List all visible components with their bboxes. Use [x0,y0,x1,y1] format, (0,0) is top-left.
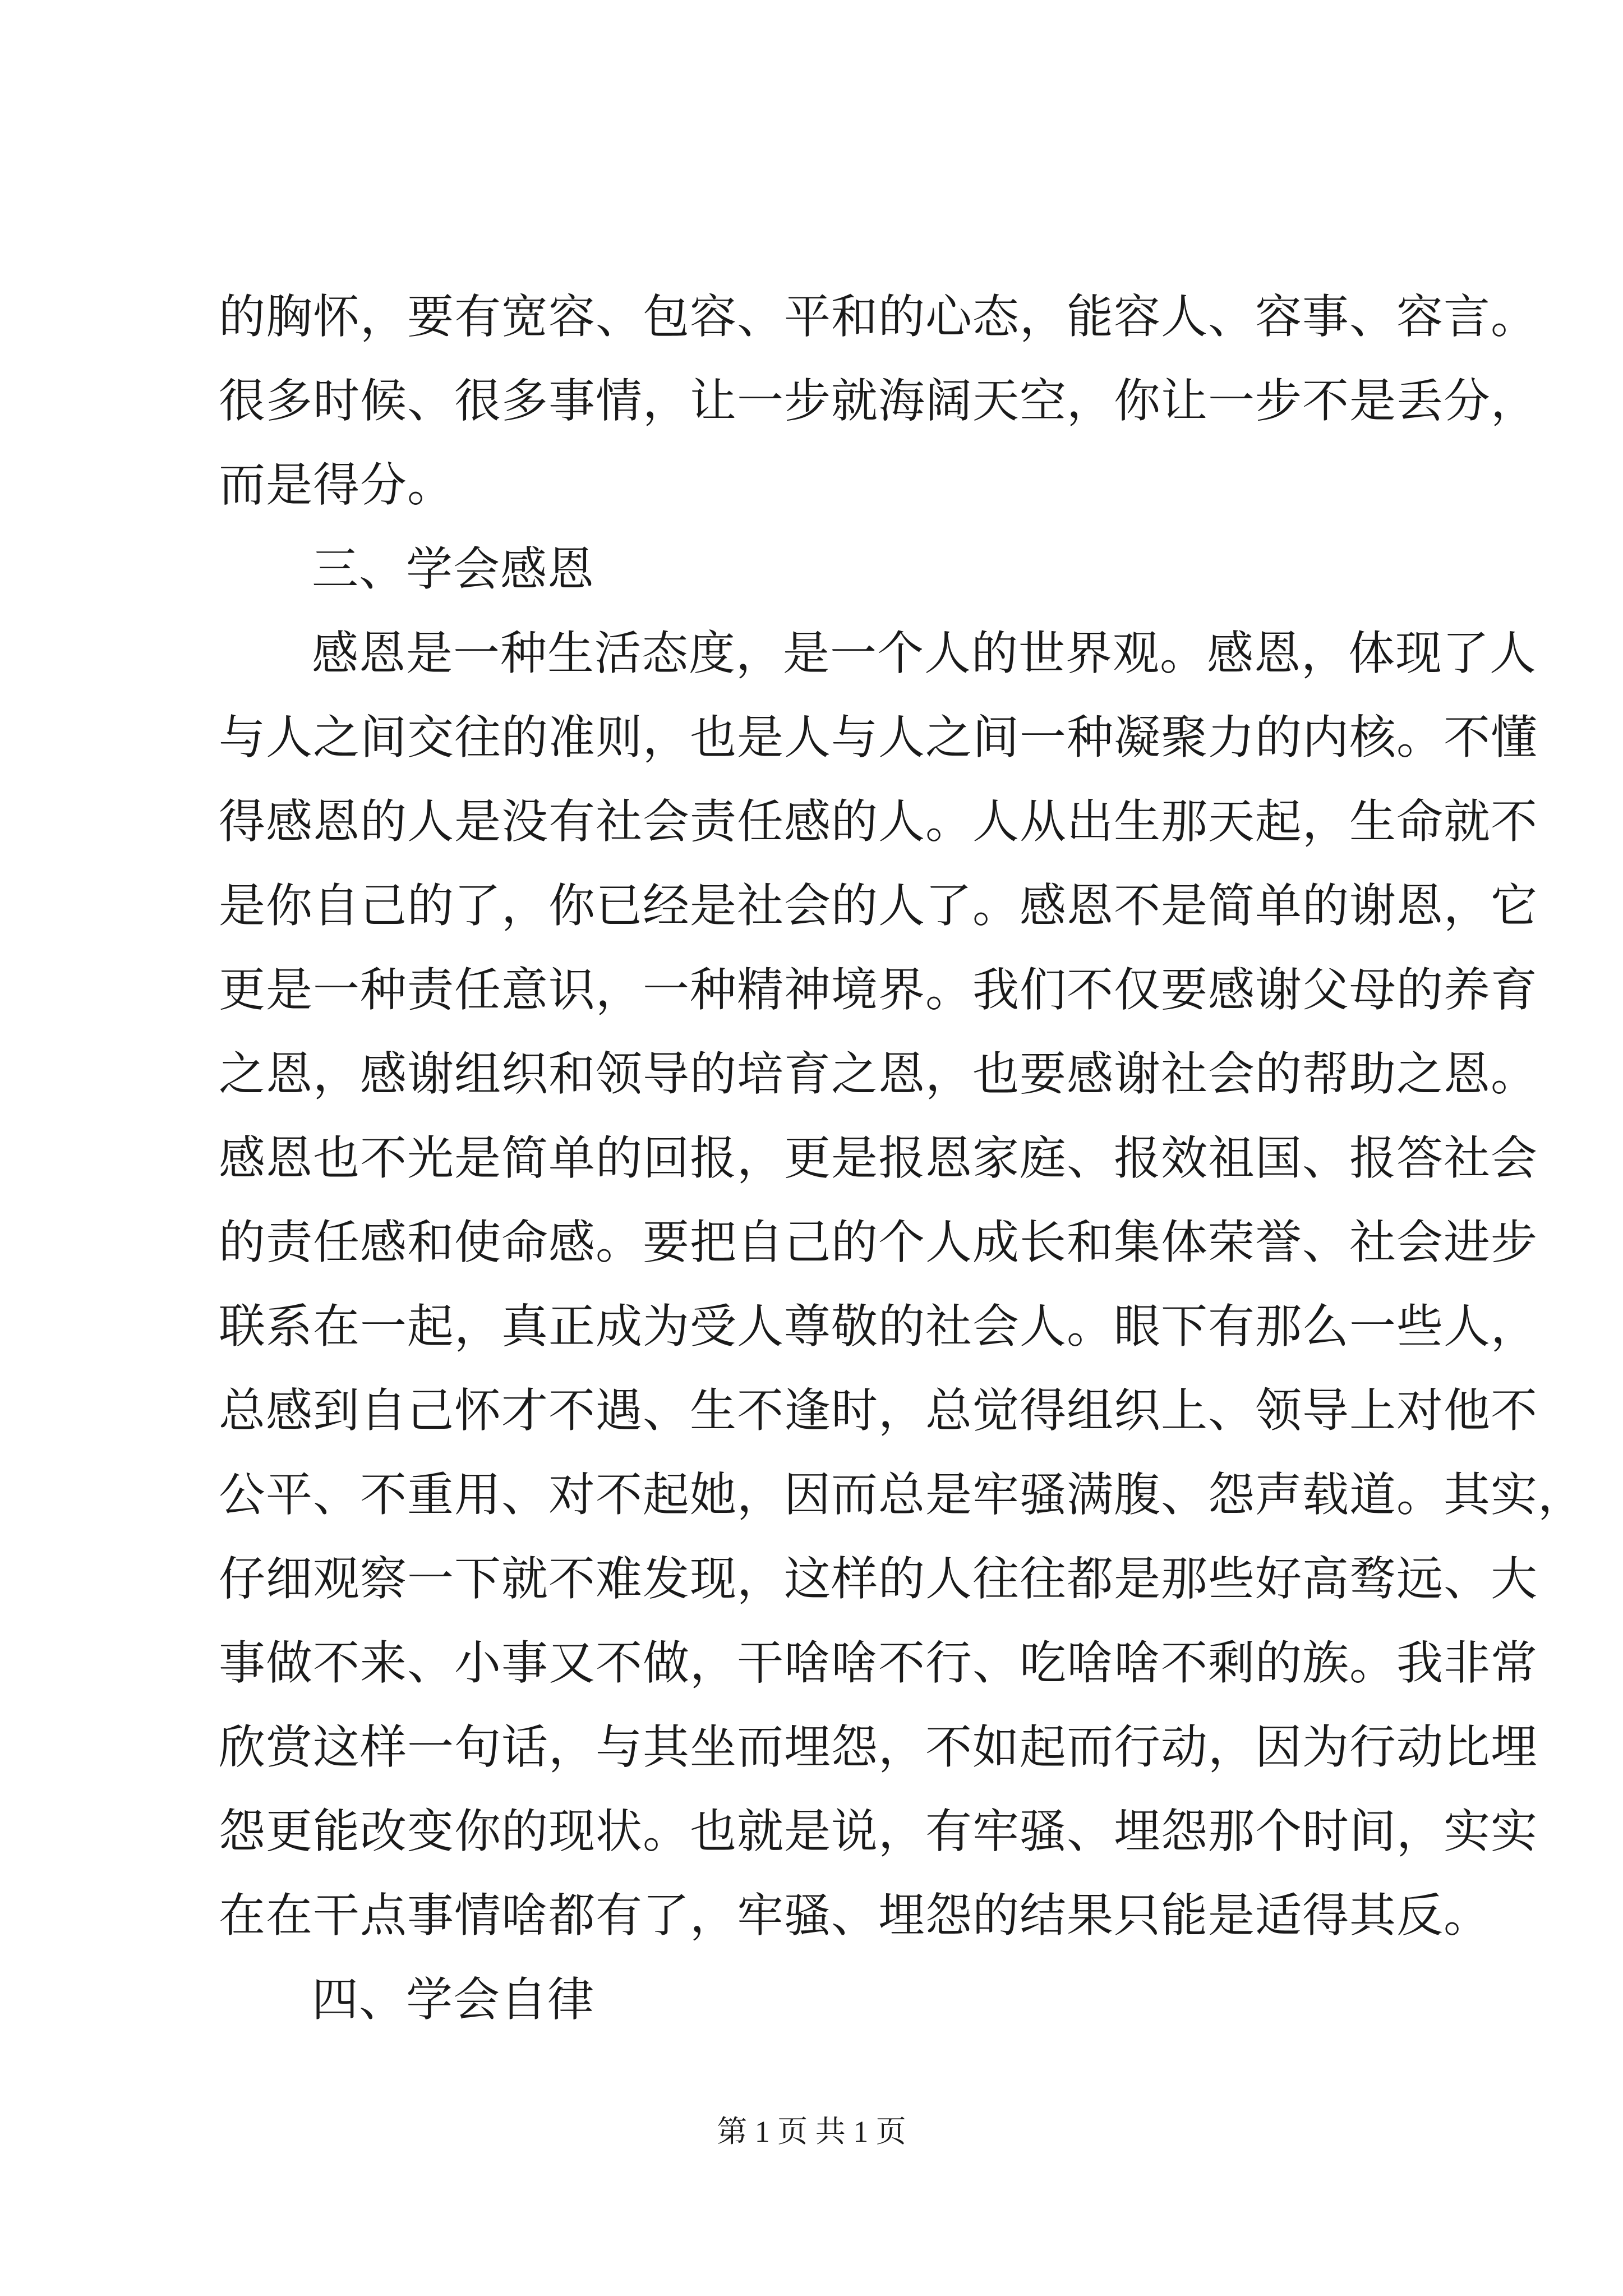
text-line: 事做不来、小事又不做，干啥啥不行、吃啥啥不剩的族。我非常 [219,1636,1538,1690]
text-line: 联系在一起，真正成为受人尊敬的社会人。眼下有那么一些人， [219,1299,1538,1354]
page-footer: 第 1 页 共 1 页 [717,2115,906,2148]
text-line: 很多时候、很多事情，让一步就海阔天空，你让一步不是丢分， [219,374,1538,428]
text-line: 得感恩的人是没有社会责任感的人。人从出生那天起，生命就不 [219,794,1538,849]
text-line: 感恩也不光是简单的回报，更是报恩家庭、报效祖国、报答社会 [219,1131,1538,1185]
section-heading: 四、学会自律 [312,1972,594,2027]
text-line: 总感到自己怀才不遇、生不逢时，总觉得组织上、领导上对他不 [219,1383,1538,1438]
section-heading: 三、学会感恩 [312,542,594,596]
text-line: 感恩是一种生活态度，是一个人的世界观。感恩，体现了人 [312,626,1537,680]
text-line: 之恩，感谢组织和领导的培育之恩，也要感谢社会的帮助之恩。 [219,1047,1538,1101]
text-line: 是你自己的了，你已经是社会的人了。感恩不是简单的谢恩，它 [219,878,1538,933]
text-line: 与人之间交往的准则，也是人与人之间一种凝聚力的内核。不懂 [219,710,1538,765]
text-line: 公平、不重用、对不起她，因而总是牢骚满腹、怨声载道。其实， [219,1467,1585,1522]
text-line: 的胸怀，要有宽容、包容、平和的心态，能容人、容事、容言。 [219,289,1538,344]
text-line: 而是得分。 [219,458,454,512]
text-line: 欣赏这样一句话，与其坐而埋怨，不如起而行动，因为行动比埋 [219,1720,1538,1774]
text-line: 在在干点事情啥都有了，牢骚、埋怨的结果只能是适得其反。 [219,1888,1491,1943]
text-line: 怨更能改变你的现状。也就是说，有牢骚、埋怨那个时间，实实 [219,1804,1538,1858]
text-line: 的责任感和使命感。要把自己的个人成长和集体荣誉、社会进步 [219,1215,1538,1269]
text-line: 仔细观察一下就不难发现，这样的人往往都是那些好高骛远、大 [219,1552,1538,1606]
text-line: 更是一种责任意识，一种精神境界。我们不仅要感谢父母的养育 [219,963,1538,1017]
